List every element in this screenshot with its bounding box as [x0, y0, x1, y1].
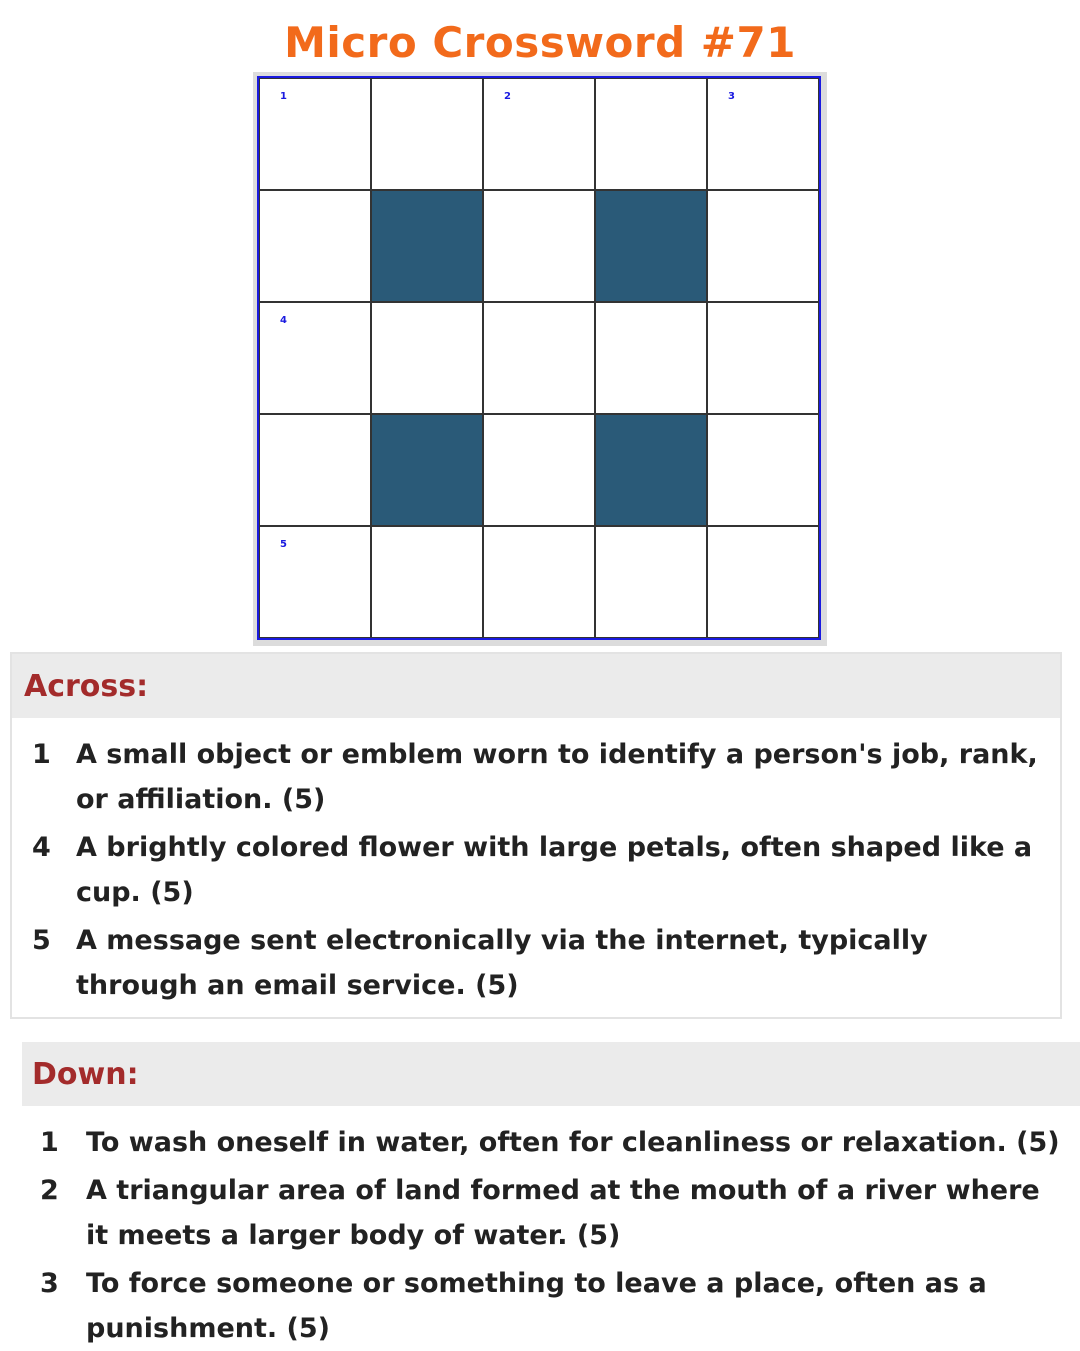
grid-cell[interactable]	[259, 190, 371, 302]
down-clue-list	[22, 1106, 1080, 1351]
crossword-frame	[253, 72, 827, 646]
across-clues-panel	[10, 652, 1062, 1019]
clue-text: A triangular area of land formed at the mouth of a river where it meets a larger body of water. (5)	[86, 1175, 1040, 1251]
down-clue-1[interactable]	[22, 1120, 1080, 1165]
grid-cell[interactable]	[259, 526, 371, 638]
grid-cell[interactable]	[595, 78, 707, 190]
across-heading: Across:	[12, 654, 1060, 718]
clue-number: 4	[32, 832, 51, 863]
down-heading: Down:	[22, 1042, 1080, 1106]
grid-block-cell	[371, 414, 483, 526]
grid-cell[interactable]	[595, 302, 707, 414]
cell-number: 4	[280, 315, 287, 326]
clue-number: 1	[32, 739, 51, 770]
grid-cell[interactable]	[707, 190, 819, 302]
grid-cell[interactable]	[259, 302, 371, 414]
down-clues-panel	[22, 1042, 1080, 1350]
grid-cell[interactable]	[483, 526, 595, 638]
grid-cell[interactable]	[371, 302, 483, 414]
clue-text: To wash oneself in water, often for cleanliness or relaxation. (5)	[86, 1127, 1060, 1158]
grid-cell[interactable]	[707, 78, 819, 190]
grid-cell[interactable]	[371, 526, 483, 638]
puzzle-title: Micro Crossword #71	[284, 18, 796, 67]
across-clue-list	[12, 718, 1060, 1008]
grid-cell[interactable]	[371, 78, 483, 190]
grid-cell[interactable]	[483, 414, 595, 526]
down-clue-2[interactable]	[22, 1168, 1080, 1258]
grid-cell[interactable]	[483, 78, 595, 190]
clue-text: A brightly colored flower with large petals, often shaped like a cup. (5)	[76, 832, 1033, 908]
grid-cell[interactable]	[707, 302, 819, 414]
grid-cell[interactable]	[707, 414, 819, 526]
grid-cell[interactable]	[259, 414, 371, 526]
clue-text: To force someone or something to leave a place, often as a punishment. (5)	[86, 1268, 987, 1344]
clue-number: 2	[40, 1175, 59, 1206]
crossword-grid	[257, 76, 821, 640]
clue-text: A message sent electronically via the internet, typically through an email service. (5)	[76, 925, 928, 1001]
cell-number: 3	[728, 91, 735, 102]
grid-cell[interactable]	[707, 526, 819, 638]
clue-number: 5	[32, 925, 51, 956]
grid-block-cell	[371, 190, 483, 302]
clue-number: 1	[40, 1127, 59, 1158]
grid-cell[interactable]	[259, 78, 371, 190]
grid-cell[interactable]	[483, 190, 595, 302]
grid-cell[interactable]	[483, 302, 595, 414]
across-clue-1[interactable]	[12, 732, 1060, 822]
down-clue-3[interactable]	[22, 1261, 1080, 1351]
cell-number: 5	[280, 539, 287, 550]
grid-block-cell	[595, 414, 707, 526]
clue-number: 3	[40, 1268, 59, 1299]
grid-block-cell	[595, 190, 707, 302]
across-clue-4[interactable]	[12, 825, 1060, 915]
grid-cell[interactable]	[595, 526, 707, 638]
across-clue-5[interactable]	[12, 918, 1060, 1008]
cell-number: 2	[504, 91, 511, 102]
cell-number: 1	[280, 91, 287, 102]
clue-text: A small object or emblem worn to identify a person's job, rank, or affiliation. (5)	[76, 739, 1038, 815]
